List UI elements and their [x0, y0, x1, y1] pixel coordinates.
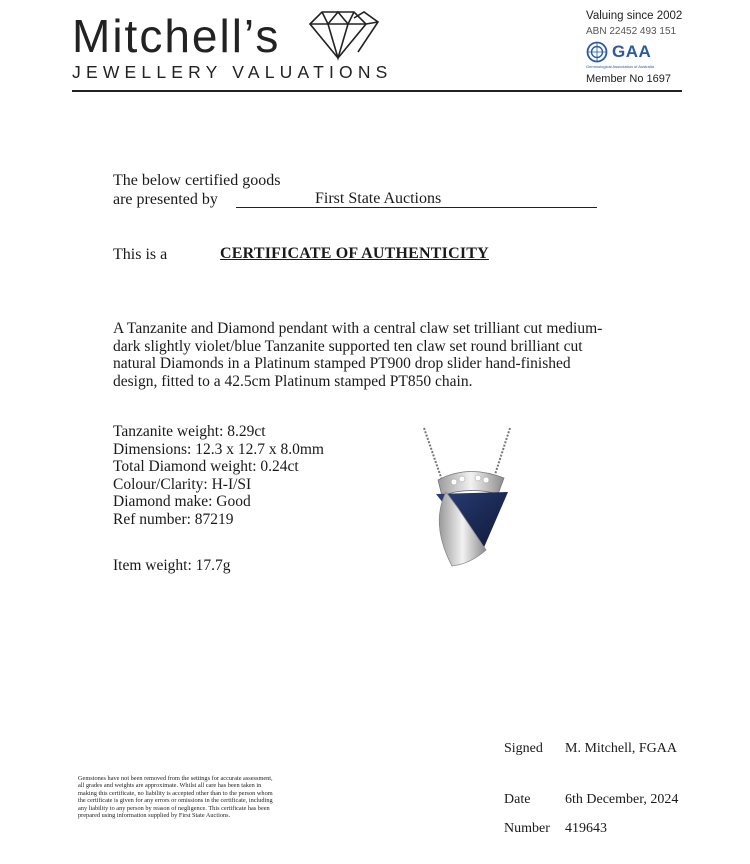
gaa-text: GAA — [612, 42, 652, 61]
spec-list — [113, 423, 324, 528]
date-label: Date — [504, 792, 531, 807]
number-value: 419643 — [565, 821, 607, 836]
date-value: 6th December, 2024 — [565, 792, 679, 807]
member-number: Member No 1697 — [586, 73, 671, 85]
spec-diamond-make: Diamond make: Good — [113, 493, 251, 510]
diamond-logo-icon — [306, 8, 382, 62]
pendant-photo — [408, 424, 548, 572]
item-weight: Item weight: 17.7g — [113, 557, 231, 574]
signed-label: Signed — [504, 741, 543, 756]
gaa-subtitle: Gemmological Association of Australia — [586, 64, 654, 69]
header-rule — [72, 90, 682, 92]
intro-line-1: The below certified goods — [113, 172, 281, 189]
intro-line-2: are presented by — [113, 191, 218, 208]
spec-ref-number: Ref number: 87219 — [113, 510, 234, 528]
disclaimer-text: Gemstones have not been removed from the settings for accurate assessment, all grades and weights are approximate. Whilst all care has been taken in making this certificate, no liability is accepted other than to the person whom the certificate is given for any errors or omissions in the certificate, including any liability to any person by reason of negligence. This certificate has been prepared using information supplied by First State Auctions. — [78, 775, 273, 820]
signed-value: M. Mitchell, FGAA — [565, 741, 677, 756]
abn-number: ABN 22452 493 151 — [586, 26, 677, 37]
spec-colour-clarity: Colour/Clarity: H-I/SI — [113, 475, 252, 493]
valuing-since: Valuing since 2002 — [586, 10, 683, 22]
spec-dimensions: Dimensions: 12.3 x 12.7 x 8.0mm — [113, 440, 324, 458]
presenter-name: First State Auctions — [315, 190, 442, 207]
item-description: A Tanzanite and Diamond pendant with a central claw set trilliant cut medium-dark slightly violet/blue Tanzanite supported ten claw set round brilliant cut natural Diamonds in a Platinum stamped PT900 drop slider hand-finished design, fitted to a 42.5cm Platinum stamped PT850 chain. — [113, 320, 603, 390]
spec-diamond-weight: Total Diamond weight: 0.24ct — [113, 458, 299, 475]
certificate-title: CERTIFICATE OF AUTHENTICITY — [220, 245, 489, 262]
brand-subtitle: JEWELLERY VALUATIONS — [72, 62, 393, 82]
spec-tanzanite-weight: Tanzanite weight: 8.29ct — [113, 423, 266, 440]
gaa-globe-icon — [586, 41, 608, 63]
brand-name: Mitchell’s — [72, 10, 281, 62]
certificate-prefix: This is a — [113, 246, 168, 263]
gaa-logo — [586, 41, 651, 63]
number-label: Number — [504, 821, 550, 836]
